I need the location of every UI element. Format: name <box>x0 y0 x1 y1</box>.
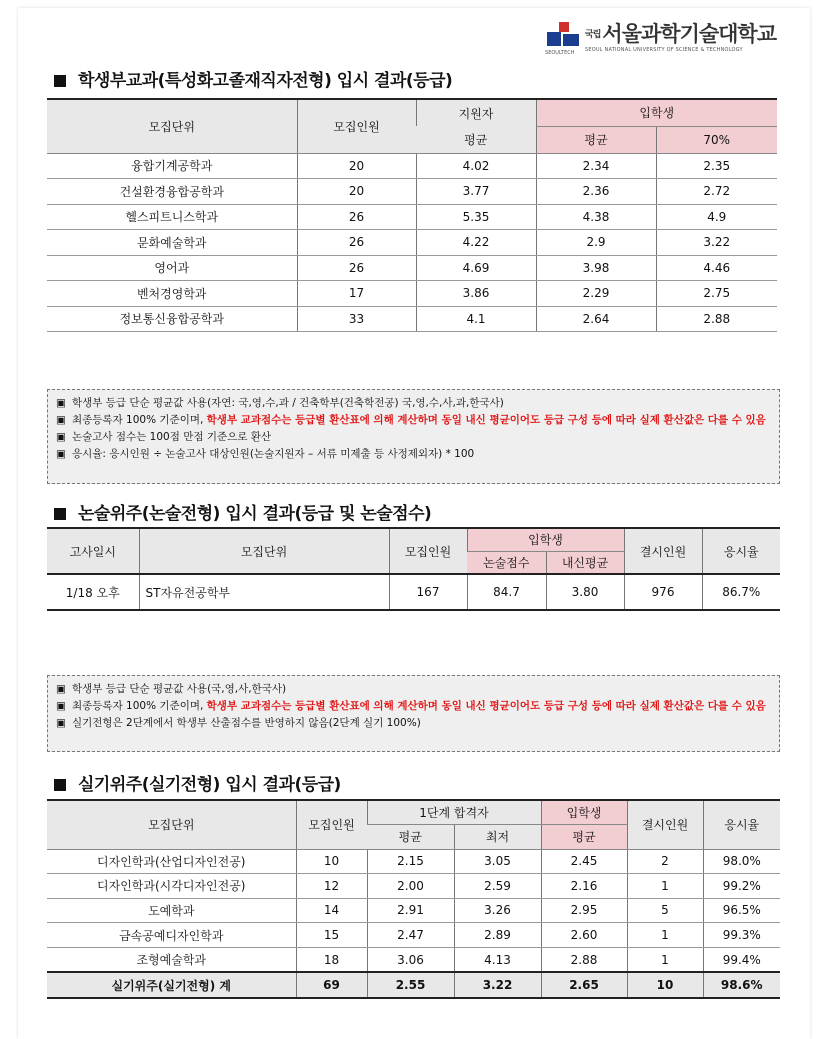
header-stage1: 1단계 합격자 <box>367 800 541 824</box>
header-gpa: 내신평균 <box>546 551 624 574</box>
header-date: 고사일시 <box>47 528 139 574</box>
header-stage1-avg: 평균 <box>367 824 454 849</box>
header-essay: 논술점수 <box>467 551 546 574</box>
header-admitted: 입학생 <box>541 800 627 824</box>
header-stage1-min: 최저 <box>454 824 541 849</box>
header-admitted-avg: 평균 <box>541 824 627 849</box>
section1-table <box>47 98 777 332</box>
notes-box-2 <box>47 675 780 752</box>
logo-abbr: SEOULTECH <box>545 50 575 56</box>
table-row: 1/18 오후 ST자유전공학부 167 84.7 3.80 976 86.7% <box>47 574 780 610</box>
table-row: 벤처경영학과 17 3.86 2.29 2.75 <box>47 281 777 307</box>
header-admitted: 입학생 <box>536 99 777 126</box>
logo-english: SEOUL NATIONAL UNIVERSITY OF SCIENCE & TECHNOLOGY <box>585 47 743 53</box>
header-quota: 모집인원 <box>389 528 467 574</box>
section2-title: 논술위주(논술전형) 입시 결과(등급 및 논술점수) <box>54 499 431 524</box>
table-total-row: 실기위주(실기전형) 계 69 2.55 3.22 2.65 10 98.6% <box>47 972 780 998</box>
note-item: ▣ 학생부 등급 단순 평균값 사용(자연: 국,영,수,과 / 건축학부(건축학전공) 국,영,수,사,과,한국사) <box>56 397 504 409</box>
table-row: 융합기계공학과 20 4.02 2.34 2.35 <box>47 153 777 179</box>
logo-name: 서울과학기술대학교 <box>602 22 776 46</box>
header-quota: 모집인원 <box>297 99 416 153</box>
header-absent: 결시인원 <box>627 800 703 849</box>
header-admitted-70: 70% <box>656 126 777 153</box>
square-bullet-icon <box>54 779 66 791</box>
table-row: 건설환경융합공학과 20 3.77 2.36 2.72 <box>47 179 777 205</box>
logo-mark-icon <box>545 22 581 56</box>
note-item: ▣ 실기전형은 2단계에서 학생부 산출점수를 반영하지 않음(2단계 실기 100%) <box>56 717 421 729</box>
section1-title: 학생부교과(특성화고졸재직자전형) 입시 결과(등급) <box>54 66 452 91</box>
header-admitted: 입학생 <box>467 528 624 551</box>
table-row: 도예학과 14 2.91 3.26 2.95 5 96.5% <box>47 898 780 923</box>
section2-table <box>47 527 780 611</box>
note-item: ▣ 응시율: 응시인원 ÷ 논술고사 대상인원(논술지원자 – 서류 미제출 등 사정제외자) * 100 <box>56 448 475 460</box>
header-unit: 모집단위 <box>139 528 389 574</box>
table-row: 조형예술학과 18 3.06 4.13 2.88 1 99.4% <box>47 947 780 972</box>
note-item: ▣ 최종등록자 100% 기준이며, 학생부 교과점수는 등급별 환산표에 의해 계산하며 동일 내신 평균이어도 등급 구성 등에 따라 실제 환산값은 다를 수 있음 <box>56 700 766 712</box>
table-row: 헬스피트니스학과 26 5.35 4.38 4.9 <box>47 204 777 230</box>
table-row: 영어과 26 4.69 3.98 4.46 <box>47 255 777 281</box>
header-applicant: 지원자 <box>416 99 536 126</box>
square-bullet-icon <box>54 508 66 520</box>
table-row: 금속공예디자인학과 15 2.47 2.89 2.60 1 99.3% <box>47 923 780 948</box>
table-row: 디자인학과(시각디자인전공) 12 2.00 2.59 2.16 1 99.2% <box>47 874 780 899</box>
square-bullet-icon <box>54 75 66 87</box>
header-unit: 모집단위 <box>47 99 297 153</box>
section3-title: 실기위주(실기전형) 입시 결과(등급) <box>54 770 341 795</box>
header-rate: 응시율 <box>702 528 780 574</box>
table-row: 정보통신융합공학과 33 4.1 2.64 2.88 <box>47 306 777 332</box>
note-item: ▣ 논술고사 점수는 100점 만점 기준으로 환산 <box>56 431 272 443</box>
header-unit: 모집단위 <box>47 800 296 849</box>
university-logo <box>545 22 776 56</box>
logo-name-prefix: 국립 <box>585 30 601 40</box>
header-absent: 결시인원 <box>624 528 702 574</box>
header-admitted-avg: 평균 <box>536 126 656 153</box>
table-row: 문화예술학과 26 4.22 2.9 3.22 <box>47 230 777 256</box>
section3-table <box>47 799 780 999</box>
header-rate: 응시율 <box>703 800 780 849</box>
note-item: ▣ 최종등록자 100% 기준이며, 학생부 교과점수는 등급별 환산표에 의해 계산하며 동일 내신 평균이어도 등급 구성 등에 따라 실제 환산값은 다를 수 있음 <box>56 414 766 426</box>
header-applicant-avg: 평균 <box>416 126 536 153</box>
note-item: ▣ 학생부 등급 단순 평균값 사용(국,영,사,한국사) <box>56 683 287 695</box>
notes-box-1 <box>47 389 780 484</box>
table-row: 디자인학과(산업디자인전공) 10 2.15 3.05 2.45 2 98.0% <box>47 849 780 874</box>
header-quota: 모집인원 <box>296 800 367 849</box>
